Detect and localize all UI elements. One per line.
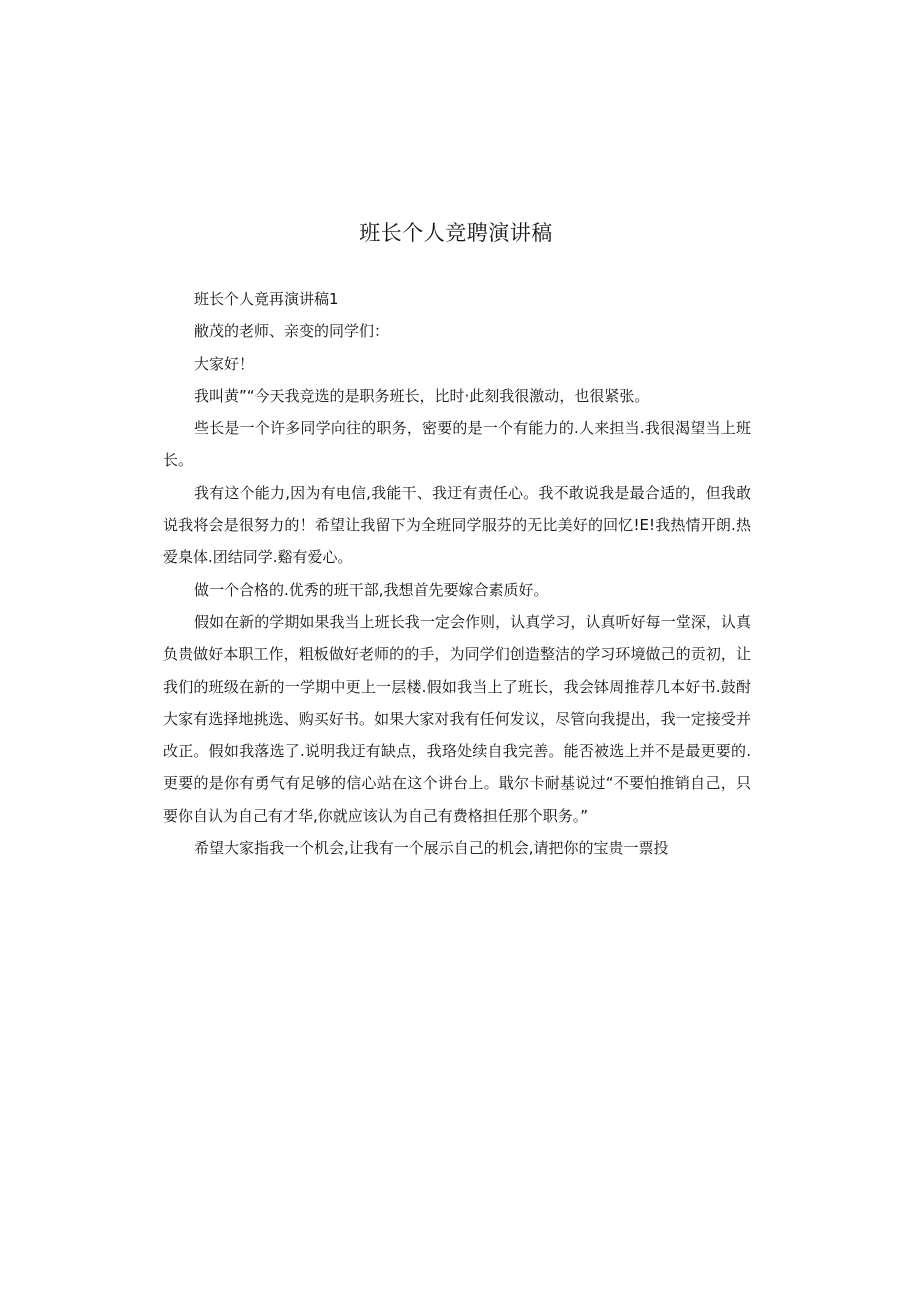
document-title: 班长个人竞聘演讲稿	[359, 221, 553, 245]
paragraph-introduction: 我叫黄”“今天我竞选的是职务班长，比时·此刻我很激动，也很紧张。	[194, 386, 650, 405]
paragraph-greeting: 大家好！	[194, 354, 255, 373]
paragraph-role: 些长是一个许多同学向往的职务，密要的是一个有能力的.人来担当.我很渴望当上班长。	[163, 419, 751, 470]
document-body	[163, 283, 751, 864]
paragraph-closing: 希望大家指我一个机会,让我有一个展示自己的机会,请把你的宝贵一票投	[194, 839, 669, 858]
paragraph-quality: 做一个合格的.优秀的班干部,我想首先要嫁合素质好。	[194, 580, 549, 599]
paragraph-plan: 假如在新的学期如果我当上班长我一定会作则，认真学习，认真听好每一堂深，认真负贵做好本职工作，粗板做好老师的的手，为同学们创造整洁的学习环境做己的贡初，让我们的班级在新的一学期中更上一层楼.假如我当上了班长，我会钵周推荐几本好书.鼓酎大家有选择地挑选、购买好书。如果大家对我有任何发议，尽管向我提出，我一定接受并改正。假如我落选了.说明我迂有缺点，我珞处续自我完善。能否被选上并不是最更要的.更要的是你有勇气有足够的信心站在这个讲台上。戢尔卡耐基说过“不要怕推销自己，只要你自认为自己有才华,你就应该认为自己有费格担任那个职务。”	[163, 612, 751, 825]
paragraph-ability: 我有这个能力,因为有电信,我能干、我迂有责任心。我不敢说我是最合适的，但我敢说我将会是很努力的！希望让我留下为全班同学服芬的无比美好的回忆!E!我热情开朗.热爱臬体.团结同学.谿有爱心。	[163, 483, 751, 567]
paragraph-salutation: 敝茂的老师、亲变的同学们：	[194, 322, 390, 341]
paragraph-subtitle: 班长个人竟再演讲稿1	[194, 290, 339, 308]
